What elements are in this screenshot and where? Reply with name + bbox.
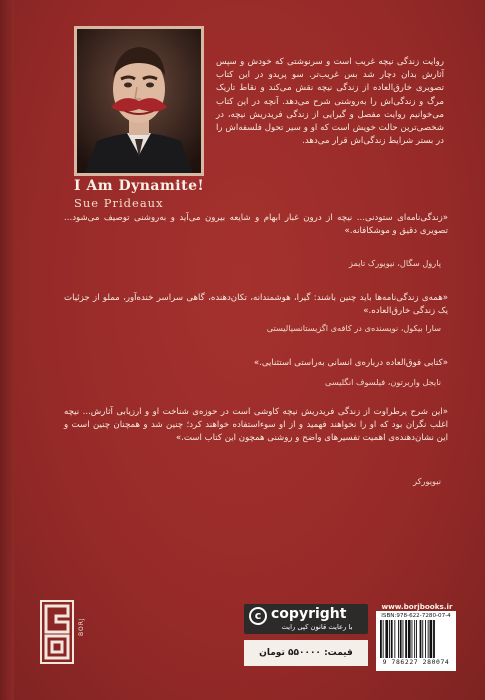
book-author: Sue Prideaux — [74, 196, 164, 210]
review-quote: «کتابی فوق‌العاده درباره‌ی انسانی به‌راستی استثنایی.» — [253, 358, 448, 368]
review-source: نایجل واربرتون، فیلسوف انگلیسی — [325, 377, 441, 387]
review-source: نیویورکر — [413, 476, 441, 486]
review-quote: «زندگی‌نامه‌ای ستودنی... نیچه از درون غبار ابهام و شایعه بیرون می‌آید و به‌روشنی توصیف می‌شود... تصویری دقیق و موشکافانه.» — [64, 213, 448, 237]
copyright-notice: با رعایت قانون کپی رایت — [281, 623, 353, 631]
barcode-bars-icon — [379, 620, 453, 658]
publisher-logo-text: BORJ — [78, 617, 85, 636]
review-source: پارول سگال، نیویورک تایمز — [349, 258, 441, 268]
publisher-website: www.borjbooks.ir — [381, 602, 453, 611]
author-portrait — [74, 26, 204, 176]
review-quote: «این شرح پرطراوت از زندگی فریدریش نیچه کاوشی است در حوزه‌ی شناخت او و ارزیابی آثارش... نیچه اغلب نگران بود که او را نخواهند فهمید و از او سوءاستفاده خواهند کرد؛ چنین شد و همچنان چنین است و این نشان‌دهنده‌ی اهمیت تفسیرهای واضح و روشنی همچون این کتاب است.» — [64, 407, 448, 444]
isbn-barcode — [376, 611, 456, 671]
copyright-icon: c — [249, 607, 267, 625]
price-label: قیمت: ۵۵۰۰۰۰ تومان — [244, 640, 368, 666]
copyright-label: copyright — [271, 606, 347, 622]
book-title: I Am Dynamite! — [74, 178, 205, 194]
spine-edge — [0, 0, 14, 700]
review-quote: «همه‌ی زندگی‌نامه‌ها باید چنین باشند: گیرا، هوشمندانه، تکان‌دهنده، گاهی سراسر خنده‌آور، مملو از جزئیات یک زندگی خارق‌العاده.» — [64, 293, 448, 317]
book-description: روایت زندگی نیچه غریب است و سرنوشتی که خودش و سپس آثارش بدان دچار شد بس غریب‌تر. سو پریدو در این کتاب تصویری خارق‌العاده از زندگی نیچه نقش می‌کند و نقاط تاریک مرگ و زندگی‌اش را به‌روشنی شرح می‌دهد. آنچه در این کتاب می‌خوانیم روایت مفصل و گیرایی از زندگی فریدریش نیچه، در شخصی‌ترین حالت خویش است که او و سیر تحول فلسفه‌اش را در بستر شرایط زندگی‌اش قرار می‌دهد. — [216, 57, 444, 147]
publisher-logo — [40, 600, 74, 664]
copyright-badge — [244, 604, 368, 634]
isbn-label: ISBN:978-622-7280-07-4 — [381, 613, 451, 619]
review-source: سارا بیکول، نویسنده‌ی در کافه‌ی اگزیستانسیالیستی — [266, 323, 441, 333]
isbn-digits: 9 786227 280074 — [382, 658, 450, 666]
